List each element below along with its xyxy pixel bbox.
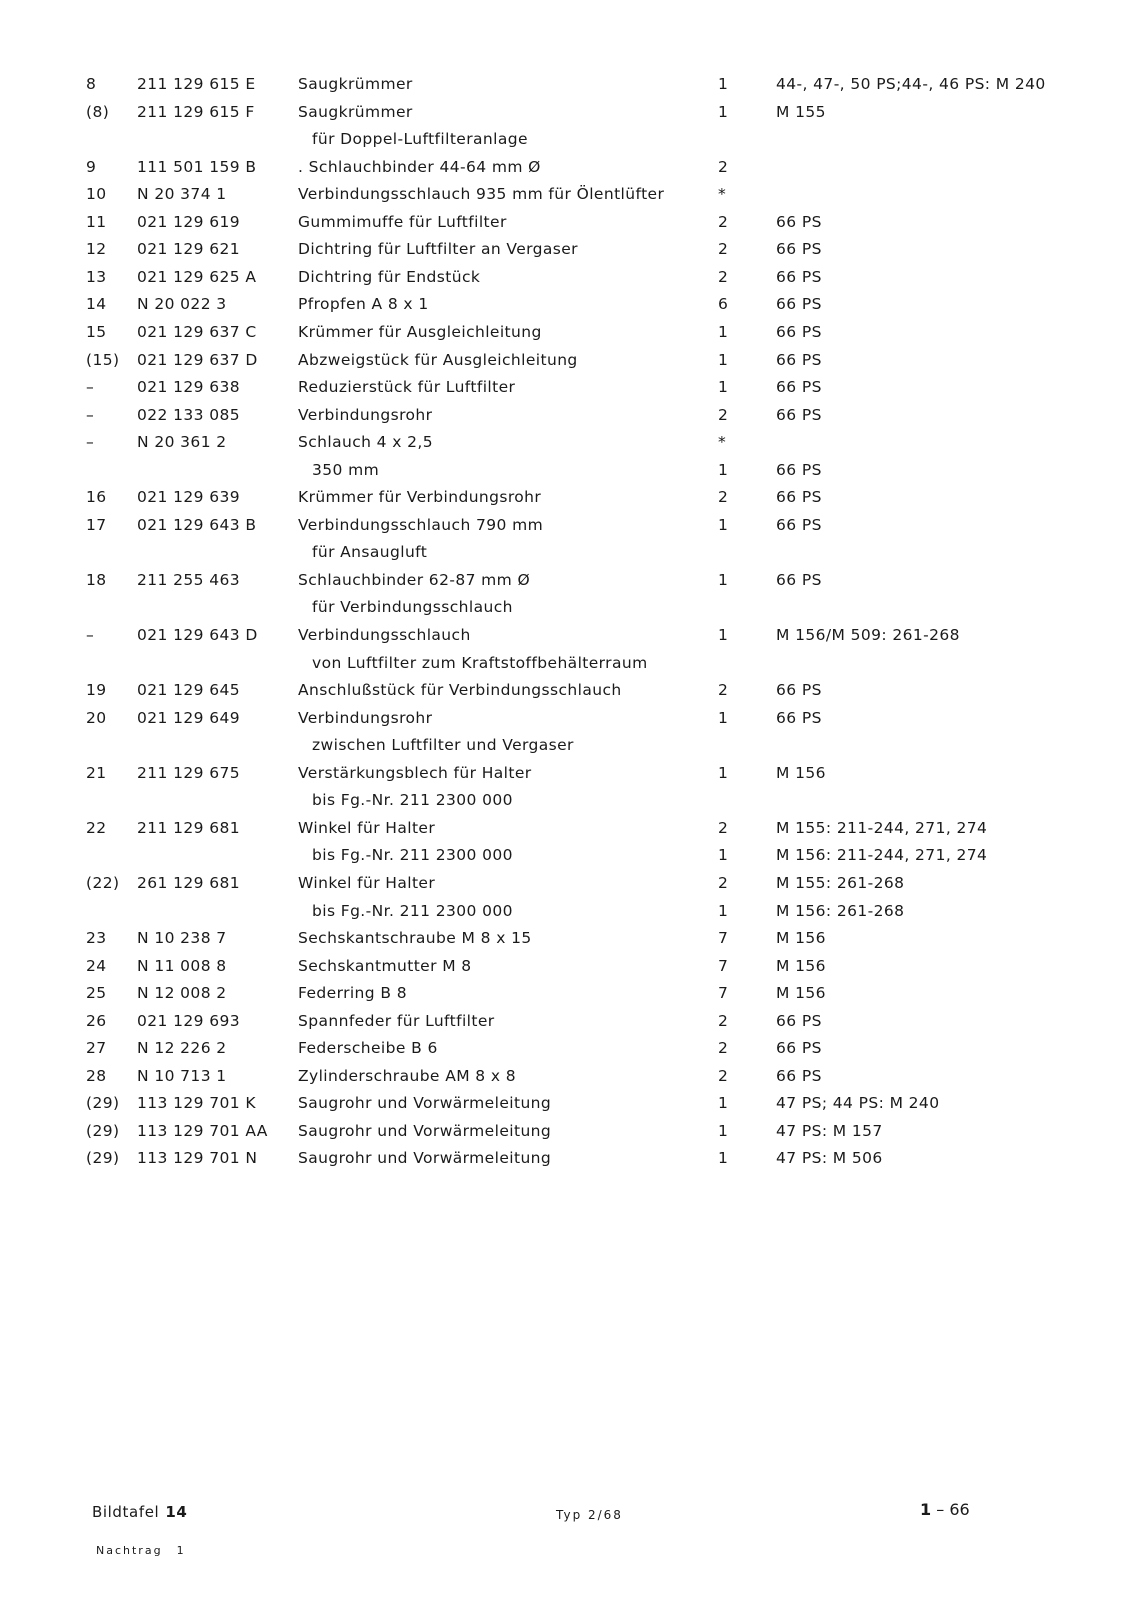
- table-row: [0, 732, 1142, 758]
- position-number: –: [86, 433, 95, 452]
- remark: 66 PS: [776, 295, 822, 314]
- position-number: 16: [86, 488, 107, 507]
- part-number: N 12 226 2: [137, 1039, 227, 1058]
- table-row: [0, 512, 1142, 538]
- part-description: Verbindungsschlauch 790 mm: [298, 515, 544, 534]
- remark: 66 PS: [776, 322, 822, 341]
- table-row: [0, 209, 1142, 235]
- part-number: 211 129 681: [137, 818, 241, 837]
- remark: M 155: [776, 102, 826, 121]
- table-row: [0, 71, 1142, 97]
- table-row: [0, 429, 1142, 455]
- part-description: Winkel für Halter: [298, 873, 436, 892]
- position-number: 25: [86, 984, 107, 1003]
- part-description: Verbindungsschlauch: [298, 626, 471, 644]
- table-row: [0, 953, 1142, 979]
- quantity: 1: [718, 350, 729, 369]
- table-row: [0, 1008, 1142, 1034]
- quantity: 1: [718, 1149, 729, 1168]
- quantity: 1: [718, 1121, 729, 1140]
- part-number: N 10 713 1: [137, 1066, 227, 1085]
- remark: M 156: 211-244, 271, 274: [776, 846, 988, 865]
- part-description: Krümmer für Ausgleichleitung: [298, 322, 542, 341]
- part-description: Pfropfen A 8 x 1: [298, 295, 429, 314]
- quantity: 1: [718, 75, 729, 93]
- quantity: 7: [718, 956, 729, 975]
- quantity: 2: [718, 873, 729, 892]
- position-number: 10: [86, 185, 107, 204]
- part-description: Verbindungsrohr: [298, 405, 433, 424]
- part-number: N 12 008 2: [137, 984, 227, 1003]
- part-number: 021 129 693: [137, 1011, 241, 1030]
- position-number: (8): [86, 102, 110, 121]
- part-description: Dichtring für Luftfilter an Vergaser: [298, 240, 578, 259]
- table-row: [0, 622, 1142, 648]
- part-number: 021 129 638: [137, 378, 241, 397]
- part-number: N 10 238 7: [137, 929, 227, 948]
- remark: 66 PS: [776, 570, 822, 589]
- position-number: 20: [86, 708, 107, 727]
- table-row: [0, 99, 1142, 125]
- remark: 66 PS: [776, 515, 822, 534]
- part-description: Sechskantmutter M 8: [298, 956, 472, 975]
- part-description: für Verbindungsschlauch: [312, 598, 513, 617]
- part-number: 021 129 649: [137, 708, 241, 727]
- table-row: [0, 567, 1142, 593]
- table-row: [0, 870, 1142, 896]
- supplement-label: Nachtrag 1: [96, 1544, 186, 1557]
- part-description: bis Fg.-Nr. 211 2300 000: [312, 846, 513, 865]
- part-description: von Luftfilter zum Kraftstoffbehälterraum: [312, 653, 648, 672]
- part-number: 021 129 645: [137, 681, 241, 700]
- position-number: 18: [86, 570, 107, 589]
- quantity: 2: [718, 1011, 729, 1030]
- part-description: Schlauch 4 x 2,5: [298, 433, 434, 452]
- part-description: Gummimuffe für Luftfilter: [298, 212, 507, 231]
- part-description: Schlauchbinder 62-87 mm Ø: [298, 570, 531, 589]
- table-row: [0, 760, 1142, 786]
- part-number: 211 129 615 E: [137, 75, 256, 93]
- remark: 66 PS: [776, 240, 822, 259]
- quantity: 2: [718, 1039, 729, 1058]
- remark: 66 PS: [776, 1011, 822, 1030]
- quantity: 1: [718, 515, 729, 534]
- remark: M 156: [776, 956, 826, 975]
- part-number: 211 129 675: [137, 763, 241, 782]
- part-number: N 20 374 1: [137, 185, 227, 204]
- remark: 66 PS: [776, 378, 822, 397]
- part-description: Verstärkungsblech für Halter: [298, 763, 532, 782]
- remark: 66 PS: [776, 681, 822, 700]
- position-number: 23: [86, 929, 107, 948]
- position-number: 22: [86, 818, 107, 837]
- part-description: Saugkrümmer: [298, 102, 413, 121]
- part-number: 022 133 085: [137, 405, 241, 424]
- remark: M 155: 211-244, 271, 274: [776, 818, 988, 837]
- remark: 66 PS: [776, 267, 822, 286]
- table-row: [0, 236, 1142, 262]
- position-number: 11: [86, 212, 107, 231]
- part-number: 021 129 625 A: [137, 267, 257, 286]
- table-row: [0, 842, 1142, 868]
- quantity: 2: [718, 157, 729, 176]
- part-description: Verbindungsrohr: [298, 708, 433, 727]
- table-row: [0, 650, 1142, 676]
- position-number: –: [86, 405, 95, 424]
- position-number: (29): [86, 1149, 120, 1168]
- position-number: 15: [86, 322, 107, 341]
- part-description: Saugrohr und Vorwärmeleitung: [298, 1121, 552, 1140]
- part-number: 021 129 643 D: [137, 626, 258, 644]
- page-number: 1 – 66: [920, 1500, 970, 1519]
- remark: M 156: [776, 984, 826, 1003]
- part-description: Federring B 8: [298, 984, 407, 1003]
- table-row: [0, 402, 1142, 428]
- table-row: [0, 264, 1142, 290]
- quantity: 6: [718, 295, 729, 314]
- part-number: N 20 022 3: [137, 295, 227, 314]
- remark: M 156/M 509: 261-268: [776, 626, 960, 644]
- position-number: –: [86, 626, 95, 644]
- quantity: 1: [718, 378, 729, 397]
- table-row: [0, 705, 1142, 731]
- part-description: . Schlauchbinder 44-64 mm Ø: [298, 157, 541, 176]
- remark: 66 PS: [776, 212, 822, 231]
- part-number: 021 129 621: [137, 240, 241, 259]
- remark: 66 PS: [776, 460, 822, 479]
- part-number: N 20 361 2: [137, 433, 227, 452]
- position-number: 21: [86, 763, 107, 782]
- position-number: 19: [86, 681, 107, 700]
- part-description: Zylinderschraube AM 8 x 8: [298, 1066, 517, 1085]
- table-row: [0, 539, 1142, 565]
- quantity: 7: [718, 929, 729, 948]
- table-row: [0, 925, 1142, 951]
- remark: 66 PS: [776, 488, 822, 507]
- quantity: 2: [718, 1066, 729, 1085]
- part-number: 113 129 701 K: [137, 1094, 256, 1113]
- quantity: *: [718, 433, 727, 452]
- quantity: 1: [718, 570, 729, 589]
- quantity: 1: [718, 322, 729, 341]
- quantity: 1: [718, 626, 729, 644]
- remark: 44-, 47-, 50 PS;44-, 46 PS: M 240: [776, 75, 1046, 93]
- table-row: [0, 347, 1142, 373]
- table-row: [0, 1145, 1142, 1171]
- position-number: 13: [86, 267, 107, 286]
- part-description: Saugrohr und Vorwärmeleitung: [298, 1094, 552, 1113]
- part-number: 111 501 159 B: [137, 157, 257, 176]
- remark: M 156: 261-268: [776, 901, 905, 920]
- type-label: Typ 2/68: [556, 1508, 623, 1522]
- remark: 47 PS: M 157: [776, 1121, 883, 1140]
- part-description: Krümmer für Verbindungsrohr: [298, 488, 542, 507]
- part-description: 350 mm: [312, 460, 380, 479]
- quantity: 7: [718, 984, 729, 1003]
- quantity: 1: [718, 102, 729, 121]
- part-number: 211 255 463: [137, 570, 241, 589]
- part-number: 021 129 643 B: [137, 515, 257, 534]
- quantity: 2: [718, 212, 729, 231]
- position-number: (22): [86, 873, 120, 892]
- part-description: für Doppel-Luftfilteranlage: [312, 130, 528, 149]
- quantity: 1: [718, 846, 729, 865]
- part-description: bis Fg.-Nr. 211 2300 000: [312, 901, 513, 920]
- part-description: Verbindungsschlauch 935 mm für Ölentlüfter: [298, 185, 665, 204]
- table-row: [0, 594, 1142, 620]
- remark: 66 PS: [776, 1066, 822, 1085]
- table-row: [0, 319, 1142, 345]
- table-row: [0, 154, 1142, 180]
- part-description: Abzweigstück für Ausgleichleitung: [298, 350, 578, 369]
- position-number: 24: [86, 956, 107, 975]
- quantity: 2: [718, 488, 729, 507]
- part-number: 261 129 681: [137, 873, 241, 892]
- quantity: 1: [718, 763, 729, 782]
- table-row: [0, 1035, 1142, 1061]
- table-row: [0, 1063, 1142, 1089]
- quantity: 2: [718, 818, 729, 837]
- table-row: [0, 787, 1142, 813]
- part-description: Federscheibe B 6: [298, 1039, 438, 1058]
- quantity: 1: [718, 708, 729, 727]
- position-number: 26: [86, 1011, 107, 1030]
- table-row: [0, 677, 1142, 703]
- part-number: 021 129 637 C: [137, 322, 257, 341]
- part-description: Saugrohr und Vorwärmeleitung: [298, 1149, 552, 1168]
- table-row: [0, 291, 1142, 317]
- part-number: 113 129 701 N: [137, 1149, 258, 1168]
- table-row: [0, 898, 1142, 924]
- part-number: 211 129 615 F: [137, 102, 255, 121]
- part-description: Saugkrümmer: [298, 75, 413, 93]
- table-row: [0, 1090, 1142, 1116]
- part-number: 021 129 637 D: [137, 350, 258, 369]
- table-row: [0, 1118, 1142, 1144]
- remark: 47 PS; 44 PS: M 240: [776, 1094, 940, 1113]
- remark: M 155: 261-268: [776, 873, 905, 892]
- remark: M 156: [776, 763, 826, 782]
- position-number: 12: [86, 240, 107, 259]
- remark: 66 PS: [776, 1039, 822, 1058]
- part-number: N 11 008 8: [137, 956, 227, 975]
- part-description: für Ansaugluft: [312, 543, 428, 562]
- quantity: *: [718, 185, 727, 204]
- position-number: (29): [86, 1094, 120, 1113]
- quantity: 2: [718, 405, 729, 424]
- remark: 66 PS: [776, 708, 822, 727]
- part-description: zwischen Luftfilter und Vergaser: [312, 736, 574, 755]
- position-number: 27: [86, 1039, 107, 1058]
- part-description: bis Fg.-Nr. 211 2300 000: [312, 791, 513, 810]
- quantity: 1: [718, 901, 729, 920]
- position-number: 8: [86, 75, 97, 93]
- quantity: 2: [718, 240, 729, 259]
- quantity: 1: [718, 460, 729, 479]
- remark: M 156: [776, 929, 826, 948]
- position-number: (15): [86, 350, 120, 369]
- part-description: Dichtring für Endstück: [298, 267, 481, 286]
- remark: 47 PS: M 506: [776, 1149, 883, 1168]
- part-description: Winkel für Halter: [298, 818, 436, 837]
- part-number: 113 129 701 AA: [137, 1121, 268, 1140]
- part-description: Sechskantschraube M 8 x 15: [298, 929, 532, 948]
- table-row: [0, 457, 1142, 483]
- quantity: 2: [718, 681, 729, 700]
- position-number: 28: [86, 1066, 107, 1085]
- table-row: [0, 980, 1142, 1006]
- position-number: 9: [86, 157, 97, 176]
- table-row: [0, 815, 1142, 841]
- quantity: 2: [718, 267, 729, 286]
- plate-number: 14: [165, 1503, 188, 1521]
- position-number: 17: [86, 515, 107, 534]
- table-row: [0, 126, 1142, 152]
- supplement-number: 1: [176, 1544, 186, 1557]
- part-number: 021 129 619: [137, 212, 241, 231]
- part-description: Spannfeder für Luftfilter: [298, 1011, 495, 1030]
- position-number: (29): [86, 1121, 120, 1140]
- plate-label: Bildtafel 14: [92, 1503, 188, 1521]
- part-description: Anschlußstück für Verbindungsschlauch: [298, 681, 622, 700]
- table-row: [0, 181, 1142, 207]
- quantity: 1: [718, 1094, 729, 1113]
- part-number: 021 129 639: [137, 488, 241, 507]
- part-description: Reduzierstück für Luftfilter: [298, 378, 516, 397]
- table-row: [0, 374, 1142, 400]
- position-number: –: [86, 378, 95, 397]
- remark: 66 PS: [776, 405, 822, 424]
- position-number: 14: [86, 295, 107, 314]
- table-row: [0, 484, 1142, 510]
- remark: 66 PS: [776, 350, 822, 369]
